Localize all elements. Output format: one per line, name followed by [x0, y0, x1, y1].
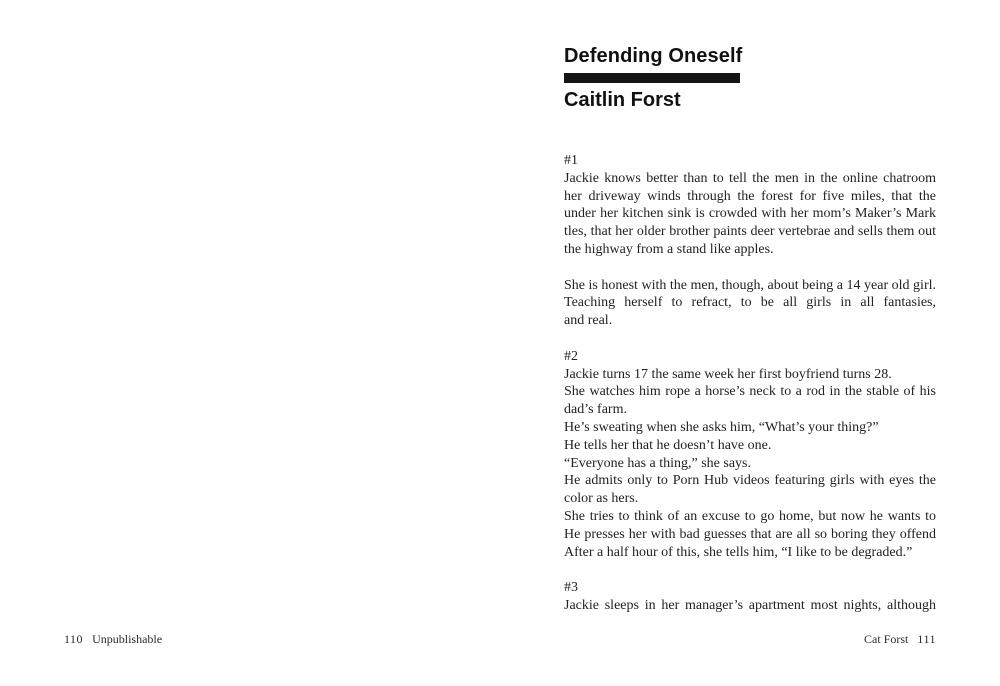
right-page-number: 111	[917, 632, 936, 646]
text-line: He tells her that he doesn’t have one.	[564, 437, 772, 453]
text-line: her driveway winds through the forest for five miles, that the	[564, 188, 936, 204]
text-line: She watches him rope a horse’s neck to a rod in the stable of his	[564, 384, 936, 400]
text-line: Teaching herself to refract, to be all girls in all fantasies,	[564, 295, 936, 311]
text-line: She is honest with the men, though, about being a 14 year old girl.	[564, 277, 936, 293]
text-line: color as hers.	[564, 491, 639, 507]
body-text	[564, 152, 936, 615]
paragraph-gap	[564, 259, 936, 277]
right-page	[500, 0, 1000, 686]
right-page-footer	[864, 632, 936, 647]
text-line: He admits only to Porn Hub videos featuring girls with eyes the	[564, 473, 936, 489]
text-line: “Everyone has a thing,” she says.	[564, 455, 751, 471]
author-name: Caitlin Forst	[564, 89, 681, 111]
section-marker-2: #2	[564, 348, 578, 364]
text-line: dad’s farm.	[564, 402, 627, 418]
text-line: Jackie turns 17 the same week her first boyfriend turns 28.	[564, 366, 892, 382]
piece-title: Defending Oneself	[564, 45, 743, 67]
text-line: He presses her with bad guesses that are all so boring they offend	[564, 526, 936, 542]
text-line: She tries to think of an excuse to go home, but now he wants to	[564, 508, 936, 524]
text-line: and real.	[564, 313, 613, 329]
left-running-head: Unpublishable	[92, 632, 163, 646]
title-rule	[564, 73, 740, 83]
text-line: tles, that her older brother paints deer vertebrae and sells them out	[564, 224, 936, 240]
text-line: Jackie sleeps in her manager’s apartment most nights, although	[564, 597, 936, 613]
text-line: the highway from a stand like apples.	[564, 241, 774, 257]
section-marker-3: #3	[564, 580, 578, 596]
paragraph-gap	[564, 330, 936, 348]
text-line: Jackie knows better than to tell the men in the online chatroom	[564, 170, 936, 186]
left-page-number: 110	[64, 632, 84, 646]
section-marker-1: #1	[564, 153, 578, 168]
text-line: under her kitchen sink is crowded with her mom’s Maker’s Mark	[564, 206, 936, 222]
text-line: He’s sweating when she asks him, “What’s your thing?”	[564, 419, 879, 435]
right-running-head: Cat Forst	[864, 632, 909, 646]
text-line: After a half hour of this, she tells him, “I like to be degraded.”	[564, 544, 913, 560]
left-page-footer	[64, 632, 162, 647]
paragraph-gap	[564, 561, 936, 579]
